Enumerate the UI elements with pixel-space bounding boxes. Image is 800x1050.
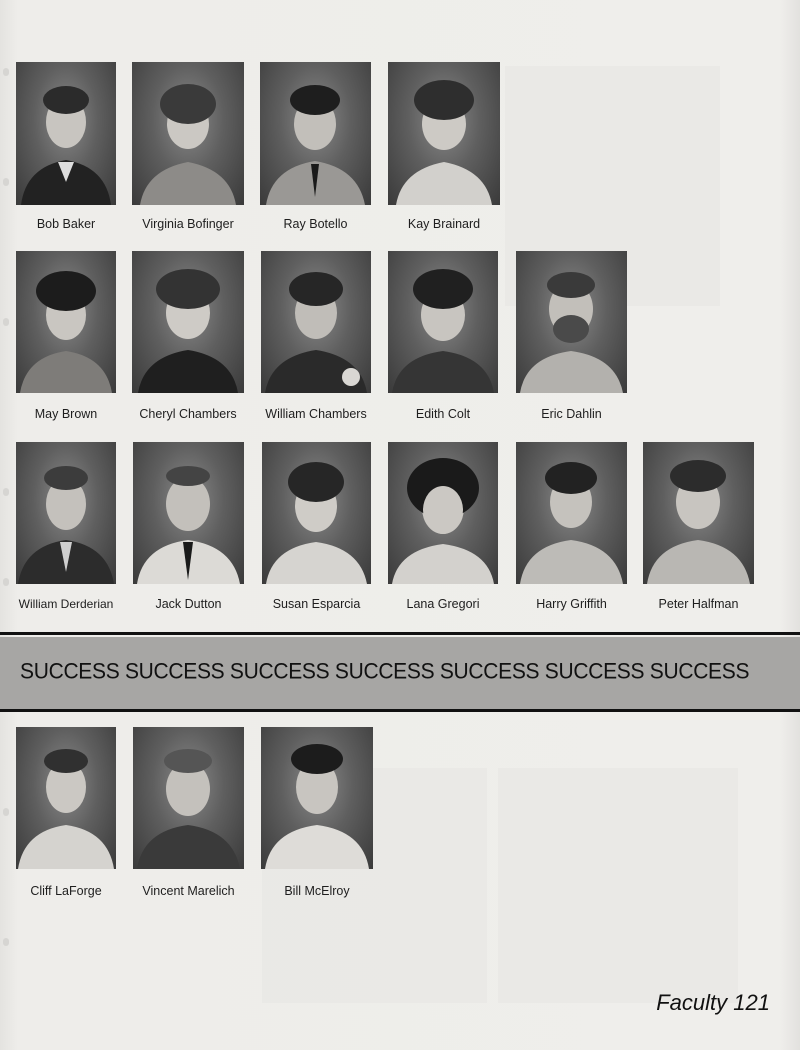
headshot-photo	[516, 251, 627, 393]
portrait-name: Cliff LaForge	[30, 884, 102, 898]
portrait-name: Lana Gregori	[406, 597, 480, 611]
portrait-name: Cheryl Chambers	[139, 407, 237, 421]
banner-bottom-rule	[0, 709, 800, 712]
folio-section: Faculty	[656, 990, 728, 1015]
portrait-name: William Chambers	[265, 407, 367, 421]
success-banner-text: SUCCESS SUCCESS SUCCESS SUCCESS SUCCESS SUCCESS SUCCESS	[20, 659, 750, 684]
headshot-photo	[261, 251, 371, 393]
page-folio	[656, 990, 770, 1016]
portrait-name: William Derderian	[18, 597, 114, 611]
headshot-photo	[133, 727, 244, 869]
portrait-name: Bob Baker	[36, 217, 96, 231]
headshot-photo	[388, 251, 498, 393]
headshot-photo	[388, 442, 498, 584]
headshot-photo	[516, 442, 627, 584]
headshot-photo	[643, 442, 754, 584]
portrait-name: Susan Esparcia	[272, 597, 361, 611]
headshot-photo	[132, 251, 244, 393]
headshot-photo	[16, 727, 116, 869]
folio-page-number: 121	[733, 990, 770, 1015]
portrait-name: Bill McElroy	[284, 884, 350, 898]
portrait-name: Vincent Marelich	[142, 884, 235, 898]
headshot-photo	[260, 62, 371, 205]
headshot-photo	[16, 442, 116, 584]
show-through-block	[498, 768, 738, 1003]
headshot-photo	[388, 62, 500, 205]
portrait-name: Kay Brainard	[407, 217, 481, 231]
portrait-name: May Brown	[34, 407, 98, 421]
headshot-photo	[16, 62, 116, 205]
portrait-name: Edith Colt	[415, 407, 471, 421]
headshot-photo	[133, 442, 244, 584]
portrait-name: Harry Griffith	[536, 597, 607, 611]
headshot-photo	[16, 251, 116, 393]
headshot-photo	[262, 442, 371, 584]
portrait-name: Peter Halfman	[658, 597, 739, 611]
portrait-name: Eric Dahlin	[541, 407, 602, 421]
headshot-photo	[261, 727, 373, 869]
portrait-name: Jack Dutton	[155, 597, 222, 611]
headshot-photo	[132, 62, 244, 205]
portrait-name: Virginia Bofinger	[142, 217, 234, 231]
portrait-name: Ray Botello	[283, 217, 348, 231]
banner-top-rule	[0, 632, 800, 635]
